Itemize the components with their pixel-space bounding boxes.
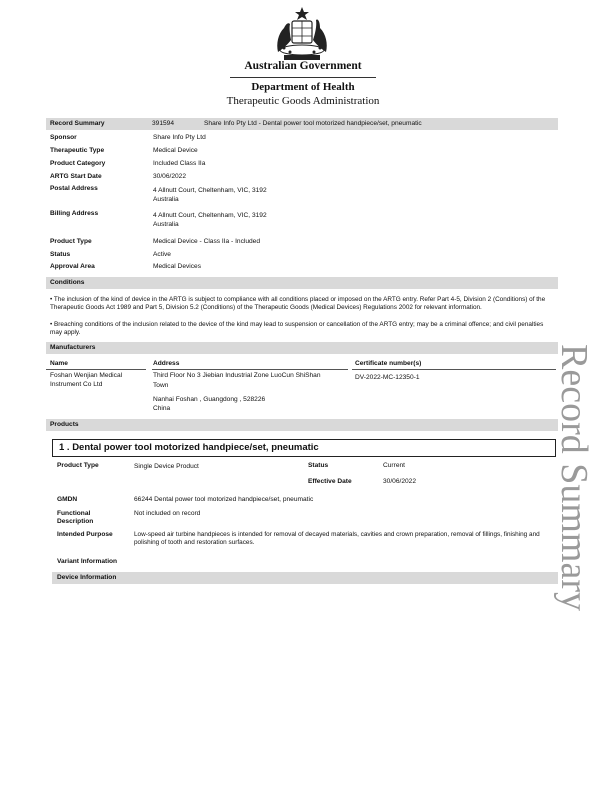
- record-id: 391594: [152, 120, 175, 127]
- record-summary-label: Record Summary: [50, 120, 105, 127]
- field-label-therapeutic-type: Therapeutic Type: [50, 147, 105, 154]
- manufacturer-name-line1: Foshan Wenjian Medical: [50, 372, 123, 379]
- product-status-value: Current: [383, 462, 405, 469]
- field-label-product-category: Product Category: [50, 160, 106, 167]
- product-title: 1 . Dental power tool motorized handpiece/set, pneumatic: [59, 442, 319, 453]
- manufacturer-col-address: Address: [153, 360, 180, 367]
- intended-purpose-label: Intended Purpose: [57, 531, 113, 538]
- field-value-billing-address-line1: 4 Allnutt Court, Cheltenham, VIC, 3192: [153, 212, 267, 219]
- manufacturer-certificate: DV-2022-MC-12350-1: [355, 374, 420, 381]
- manufacturer-address-line3: Nanhai Foshan , Guangdong , 528226: [153, 396, 266, 403]
- department-name: Department of Health: [251, 81, 355, 93]
- field-value-artg-start-date: 30/06/2022: [153, 173, 187, 180]
- manufacturer-address-line4: China: [153, 405, 171, 412]
- field-value-billing-address-line2: Australia: [153, 221, 179, 228]
- field-label-artg-start-date: ARTG Start Date: [50, 173, 102, 180]
- product-status-label: Status: [308, 462, 329, 469]
- field-value-sponsor: Share Info Pty Ltd: [153, 134, 206, 141]
- manufacturer-col-rule-certificate: [352, 369, 556, 370]
- manufacturer-address-line2: Town: [153, 382, 169, 389]
- manufacturer-col-rule-name: [46, 369, 146, 370]
- conditions-bar: [46, 277, 558, 289]
- gmdn-label: GMDN: [57, 496, 78, 503]
- record-title: Share Info Pty Ltd - Dental power tool motorized handpiece/set, pneumatic: [204, 120, 422, 127]
- header-divider: [230, 77, 376, 78]
- government-title: Australian Government: [244, 60, 362, 72]
- product-type-label: Product Type: [57, 462, 99, 469]
- device-information-bar: [52, 572, 558, 584]
- field-label-approval-area: Approval Area: [50, 263, 95, 270]
- product-effective-date-label: Effective Date: [308, 478, 352, 485]
- field-value-therapeutic-type: Medical Device: [153, 147, 198, 154]
- field-value-postal-address-line2: Australia: [153, 196, 179, 203]
- field-label-product-type: Product Type: [50, 238, 92, 245]
- agency-name: Therapeutic Goods Administration: [226, 95, 380, 107]
- device-information-label: Device Information: [57, 574, 117, 581]
- conditions-paragraph-1: • The inclusion of the kind of device in the ARTG is subject to compliance with all conditions placed or imposed on the ARTG entry. Refer Part 4-5, Division 2 (Conditions) of the Therapeutic Goods Act 1989 and Part 5, Division 5.2 (Conditions) of the Therapeutic Goods (Medical Devices) Regulations 2002 for relevant information.: [50, 296, 546, 311]
- field-value-status: Active: [153, 251, 171, 258]
- field-label-status: Status: [50, 251, 71, 258]
- manufacturer-col-name: Name: [50, 360, 68, 367]
- product-title-box: [52, 439, 556, 457]
- manufacturers-heading: Manufacturers: [50, 344, 96, 351]
- field-label-postal-address: Postal Address: [50, 185, 98, 192]
- manufacturer-name-line2: Instrument Co Ltd: [50, 381, 103, 388]
- variant-information-label: Variant Information: [57, 558, 118, 565]
- field-label-billing-address: Billing Address: [50, 210, 99, 217]
- conditions-paragraph-2: • Breaching conditions of the inclusion related to the device of the kind may lead to suspension or cancellation of the ARTG entry; may be a criminal offence; and civil penalties may apply.: [50, 321, 544, 336]
- gmdn-value: 66244 Dental power tool motorized handpiece/set, pneumatic: [134, 496, 314, 503]
- conditions-heading: Conditions: [50, 279, 85, 286]
- intended-purpose-value: Low-speed air turbine handpieces is intended for removal of decayed materials, cavities and crown preparation, removal of fillings, finishing and polishing of tooth and restoration surfaces.: [134, 531, 540, 546]
- functional-description-value: Not included on record: [134, 510, 201, 517]
- product-type-value: Single Device Product: [134, 463, 199, 470]
- product-effective-date-value: 30/06/2022: [383, 478, 417, 485]
- record-summary-bar: [46, 118, 558, 130]
- products-heading: Products: [50, 421, 79, 428]
- functional-description-label-line2: Description: [57, 518, 94, 525]
- field-value-product-category: Included Class IIa: [153, 160, 206, 167]
- manufacturer-address-line1: Third Floor No 3 Jiebian Industrial Zone LuoCun ShiShan: [153, 372, 321, 379]
- products-bar: [46, 419, 558, 431]
- field-value-product-type: Medical Device - Class IIa - Included: [153, 238, 261, 245]
- coat-of-arms-crest: [270, 6, 334, 62]
- manufacturer-col-rule-address: [152, 369, 348, 370]
- manufacturers-bar: [46, 342, 558, 354]
- functional-description-label-line1: Functional: [57, 510, 91, 517]
- field-value-approval-area: Medical Devices: [153, 263, 202, 270]
- manufacturer-col-certificate: Certificate number(s): [355, 360, 422, 367]
- field-label-sponsor: Sponsor: [50, 134, 77, 141]
- record-summary-watermark: Record Summary: [553, 344, 595, 612]
- field-value-postal-address-line1: 4 Allnutt Court, Cheltenham, VIC, 3192: [153, 187, 267, 194]
